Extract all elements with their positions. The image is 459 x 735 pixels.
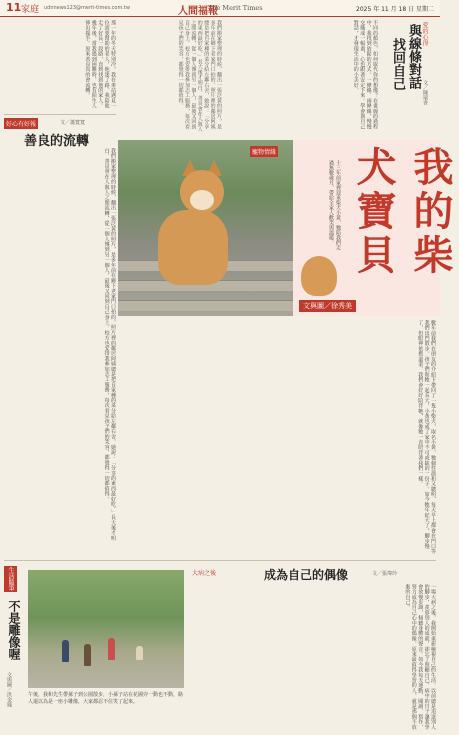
left-top-author: 文／蕭寬寬: [60, 120, 86, 126]
pet-feature-panel: [293, 140, 453, 316]
bottom-right-label: 大病之後: [192, 570, 217, 577]
middle-article-title: 善良的流轉: [24, 134, 90, 149]
shiba-dog-photo: [118, 140, 294, 316]
page-number: 11: [6, 1, 22, 14]
pet-feature-title: 我的柴犬寶貝: [350, 146, 453, 278]
bottom-right-author: 文／張瑋玲: [372, 571, 398, 577]
pet-feature-author: 文與圖／徐秀美: [299, 300, 356, 312]
bottom-left-author: 文與圖／洪金鳳: [6, 672, 12, 707]
middle-article-body: 我們搬家整理的時候，翻出一張泛黃的照片，是多年前在鄉下老家門口拍的。照片裡的鄰居阿姨總是把自家種的菜分給左鄰右舍，她說：「分享的東西最好吃。」長大後才明白，善良會在人與人之間流轉，從一個人傳到另一個人，最後又回到自己身上。校方也安排我參加志工服務，每次看見孩子們的笑容，都覺得一切都值得。: [103, 148, 116, 541]
bottom-right-title: 成為自己的偶像: [264, 568, 349, 582]
top-right-body: 不同的顏色，如何取代你的想像？在畫線的過程中，我找到放鬆的方式。一條線、兩條線，慢慢交織成一幅畫，心也跟著安定下來。學會與自己對話，才發現生活中的小美好。: [352, 20, 378, 130]
newspaper-logo: 人間福報: [178, 6, 218, 17]
bottom-left-title: 不是雕像喔: [7, 600, 21, 660]
issue-date: 2025 年 11 月 18 日 星期二: [356, 6, 434, 13]
pet-feature-intro: 十三年前家裡迎來柴犬小黃，牠陪我們走過無數歲月，帶給全家人歡笑與溫暖。: [328, 160, 341, 250]
article-author: 文／陳瑞香: [422, 80, 428, 105]
article-tag: 愛的心得: [421, 22, 428, 46]
bottom-right-body: 一場大病之後，我開始重新檢視自己的生活。以前總是追逐別人的腳步，羨慕別人的成就，卻忘了照顧自己。病中的日子讓我學會放慢步調，傾聽身體的聲音。如今我每天運動、閱讀、寫作，努力成為自己心中的偶像。原來最值得學習的人，就是那個不放棄的自己。: [404, 584, 436, 730]
park-photo-caption: 午後，我和先生帶孫子到公園散步，小孫子站在花圃旁一動也不動，路人還以為是一座小雕像，大家都忍不住笑了起來。: [28, 692, 184, 705]
top-mid-body: 我們搬家整理的時候，翻出一張泛黃的照片，是多年前在鄉下老家門口拍的。照片裡的鄰居阿姨總是把自家種的菜分給左鄰右舍，她說：「分享的東西最好吃。」長大後才明白，善良會在人與人之間流轉，從一個人傳到另一個人，最後又回到自己身上。校方也安排我參加志工服務，每次看見孩子們的笑容，都覺得一切都值得。: [177, 20, 222, 132]
pet-article-body: 數年前我們在朋友的介紹下帶回了一隻小柴犬，取名小黃。牠個性溫和又聰明，每天早上都會在門口等我們出門散步。孩子們和牠一起長大，小黃也成了家中不可或缺的一份子。如今牠年紀大了，腳步慢了，但眼神依舊溫柔。我們會好好陪伴牠，就像牠一直陪伴著我們一樣。: [417, 320, 436, 554]
article-title-line1: 與線條對話: [406, 24, 421, 89]
pet-feature-label: 寵物情緣: [250, 146, 278, 157]
dog-illustration-icon: [301, 256, 337, 296]
article-title-line2: 找回自己: [390, 38, 405, 90]
left-top-body: 那一年的冬天特別冷，我在車站遇見一位需要幫助的老人，他迷了路。我陪他走了好長一段路，直到找到他的家人。幾年後，當我遇到困難時，也有陌生人伸出援手。原來善良真的會流轉。: [84, 20, 116, 109]
section-divider: [4, 560, 436, 561]
website-text: udnnews123@merit-times.com.tw: [44, 5, 130, 11]
park-photo: [28, 570, 184, 688]
divider: [4, 114, 116, 115]
bottom-left-label: 生活隨筆: [4, 566, 17, 592]
page-header: [0, 0, 440, 17]
top-right-article: [384, 20, 436, 138]
newspaper-logo-english: The Merit Times: [208, 4, 263, 12]
section-name: 家庭: [21, 5, 40, 15]
left-top-tag: 好心有好報: [4, 118, 38, 129]
